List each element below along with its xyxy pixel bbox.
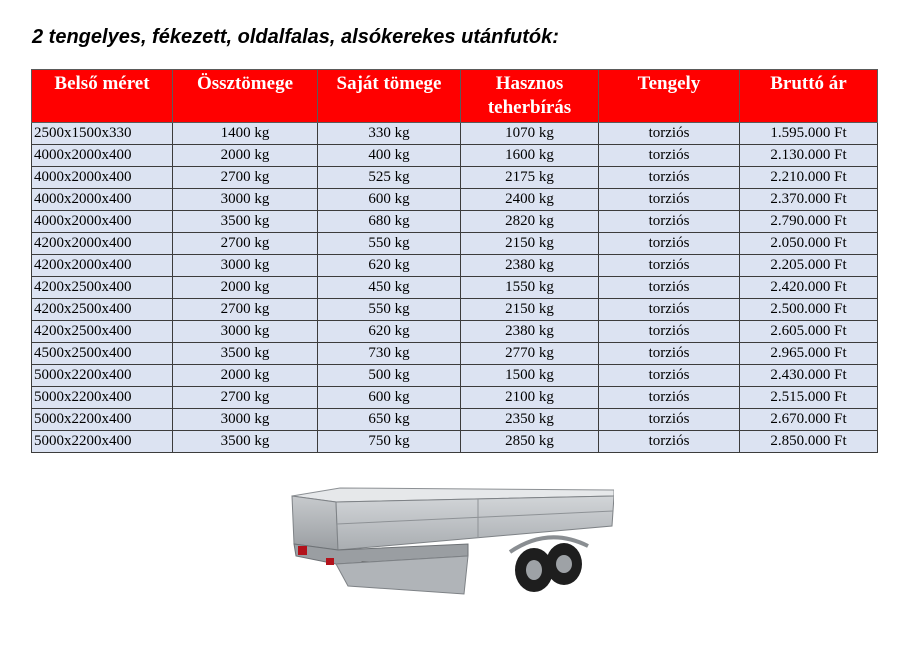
- table-row: [32, 321, 878, 343]
- table-cell: 2820 kg: [461, 211, 599, 233]
- table-row: [32, 409, 878, 431]
- table-cell: 4000x2000x400: [32, 145, 173, 167]
- table-cell: 2.500.000 Ft: [740, 299, 878, 321]
- table-cell: 1.595.000 Ft: [740, 123, 878, 145]
- table-cell: 5000x2200x400: [32, 409, 173, 431]
- header-cell-sajat-tomege: Saját tömege: [318, 70, 461, 123]
- header-cell-brutto-ar: Bruttó ár: [740, 70, 878, 123]
- header-row: [32, 70, 878, 123]
- table-cell: 2380 kg: [461, 321, 599, 343]
- table-cell: 600 kg: [318, 189, 461, 211]
- table-cell: 500 kg: [318, 365, 461, 387]
- table-cell: 3500 kg: [173, 211, 318, 233]
- table-cell: 4500x2500x400: [32, 343, 173, 365]
- table-cell: 2.965.000 Ft: [740, 343, 878, 365]
- table-cell: 2.515.000 Ft: [740, 387, 878, 409]
- table-cell: 2.605.000 Ft: [740, 321, 878, 343]
- table-cell: 2000 kg: [173, 365, 318, 387]
- table-cell: 3000 kg: [173, 189, 318, 211]
- table-row: [32, 365, 878, 387]
- table-cell: torziós: [599, 431, 740, 453]
- table-cell: torziós: [599, 365, 740, 387]
- table-cell: 730 kg: [318, 343, 461, 365]
- table-cell: torziós: [599, 387, 740, 409]
- table-cell: 4000x2000x400: [32, 189, 173, 211]
- table-cell: 450 kg: [318, 277, 461, 299]
- table-cell: 2380 kg: [461, 255, 599, 277]
- table-cell: 2700 kg: [173, 387, 318, 409]
- table-cell: torziós: [599, 343, 740, 365]
- table-cell: 4200x2500x400: [32, 299, 173, 321]
- table-cell: 2000 kg: [173, 277, 318, 299]
- table-cell: 2150 kg: [461, 233, 599, 255]
- table-cell: 2.790.000 Ft: [740, 211, 878, 233]
- table-cell: 330 kg: [318, 123, 461, 145]
- table-cell: 5000x2200x400: [32, 431, 173, 453]
- table-cell: 2.420.000 Ft: [740, 277, 878, 299]
- table-cell: 2.430.000 Ft: [740, 365, 878, 387]
- table-cell: torziós: [599, 321, 740, 343]
- table-cell: 750 kg: [318, 431, 461, 453]
- table-row: [32, 387, 878, 409]
- table-cell: 4200x2500x400: [32, 321, 173, 343]
- header-cell-ossztomege: Össztömege: [173, 70, 318, 123]
- table-cell: 2.370.000 Ft: [740, 189, 878, 211]
- table-cell: 4200x2000x400: [32, 255, 173, 277]
- table-row: [32, 233, 878, 255]
- table-cell: 650 kg: [318, 409, 461, 431]
- table-cell: 2770 kg: [461, 343, 599, 365]
- table-cell: 680 kg: [318, 211, 461, 233]
- table-cell: 5000x2200x400: [32, 365, 173, 387]
- header-cell-tengely: Tengely: [599, 70, 740, 123]
- table-cell: torziós: [599, 299, 740, 321]
- table-cell: torziós: [599, 409, 740, 431]
- table-cell: torziós: [599, 233, 740, 255]
- table-cell: 4000x2000x400: [32, 167, 173, 189]
- table-cell: 2700 kg: [173, 167, 318, 189]
- table-cell: 550 kg: [318, 299, 461, 321]
- table-cell: 3500 kg: [173, 343, 318, 365]
- table-cell: 4200x2000x400: [32, 233, 173, 255]
- table-cell: 3000 kg: [173, 409, 318, 431]
- table-header: [32, 70, 878, 123]
- table-cell: 620 kg: [318, 255, 461, 277]
- table-cell: torziós: [599, 167, 740, 189]
- table-cell: 3500 kg: [173, 431, 318, 453]
- table-cell: 1600 kg: [461, 145, 599, 167]
- header-cell-hasznos-teherbiras: Hasznos teherbírás: [461, 70, 599, 123]
- table-cell: 400 kg: [318, 145, 461, 167]
- header-cell-belso-meret: Belső méret: [32, 70, 173, 123]
- table-cell: 2.210.000 Ft: [740, 167, 878, 189]
- table-body: [32, 123, 878, 453]
- table-cell: 1550 kg: [461, 277, 599, 299]
- table-cell: torziós: [599, 211, 740, 233]
- table-cell: torziós: [599, 145, 740, 167]
- table-row: [32, 211, 878, 233]
- table-cell: 2700 kg: [173, 233, 318, 255]
- table-cell: 525 kg: [318, 167, 461, 189]
- table-cell: 4200x2500x400: [32, 277, 173, 299]
- table-cell: 1400 kg: [173, 123, 318, 145]
- table-row: [32, 189, 878, 211]
- table-cell: 2350 kg: [461, 409, 599, 431]
- table-cell: 2150 kg: [461, 299, 599, 321]
- table-cell: torziós: [599, 277, 740, 299]
- table-cell: torziós: [599, 123, 740, 145]
- table-cell: 1500 kg: [461, 365, 599, 387]
- page-title: 2 tengelyes, fékezett, oldalfalas, alsókerekes utánfutók:: [32, 26, 559, 48]
- trailer-photo: [288, 486, 614, 610]
- table-cell: 4000x2000x400: [32, 211, 173, 233]
- table-cell: 3000 kg: [173, 321, 318, 343]
- table-row: [32, 255, 878, 277]
- table-row: [32, 145, 878, 167]
- table-row: [32, 167, 878, 189]
- table-cell: 2.670.000 Ft: [740, 409, 878, 431]
- table-row: [32, 123, 878, 145]
- table-cell: 2400 kg: [461, 189, 599, 211]
- table-cell: 2.205.000 Ft: [740, 255, 878, 277]
- price-table: [31, 69, 878, 453]
- table-cell: 3000 kg: [173, 255, 318, 277]
- table-cell: 2.850.000 Ft: [740, 431, 878, 453]
- table-row: [32, 299, 878, 321]
- table-cell: 2.050.000 Ft: [740, 233, 878, 255]
- table-cell: 620 kg: [318, 321, 461, 343]
- table-row: [32, 343, 878, 365]
- table-cell: 550 kg: [318, 233, 461, 255]
- table-row: [32, 277, 878, 299]
- table-cell: 2700 kg: [173, 299, 318, 321]
- table-cell: 2.130.000 Ft: [740, 145, 878, 167]
- table-cell: 2100 kg: [461, 387, 599, 409]
- table-cell: 5000x2200x400: [32, 387, 173, 409]
- table-cell: 600 kg: [318, 387, 461, 409]
- table-cell: torziós: [599, 255, 740, 277]
- table-cell: 2175 kg: [461, 167, 599, 189]
- table-cell: 1070 kg: [461, 123, 599, 145]
- table-cell: torziós: [599, 189, 740, 211]
- table-row: [32, 431, 878, 453]
- table-cell: 2000 kg: [173, 145, 318, 167]
- table-cell: 2850 kg: [461, 431, 599, 453]
- table-cell: 2500x1500x330: [32, 123, 173, 145]
